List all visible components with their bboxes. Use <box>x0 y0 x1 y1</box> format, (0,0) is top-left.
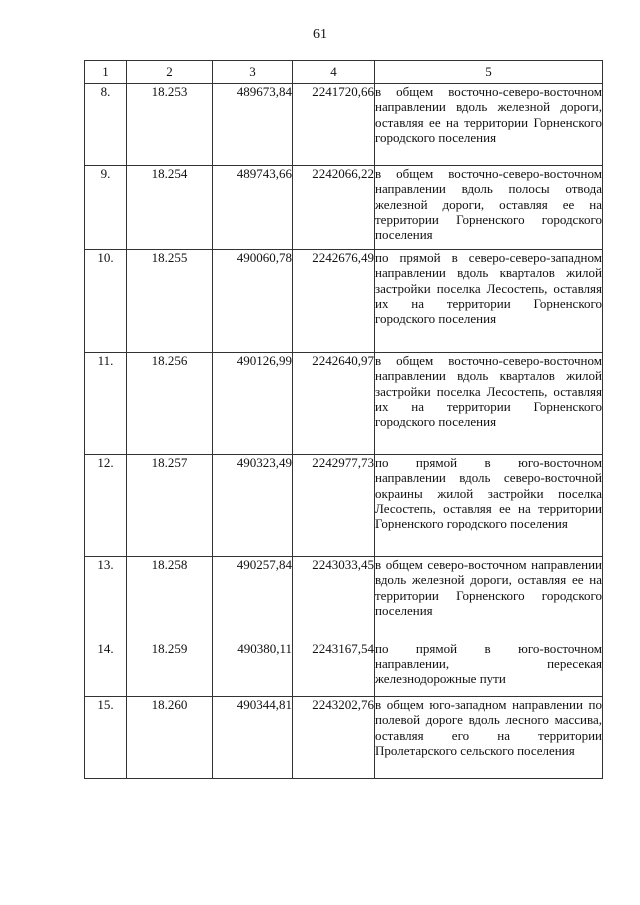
coordinate-y: 2243033,45 <box>293 557 375 641</box>
boundary-description: в общем восточно-северо-восточном направлении вдоль железной дороги, оставляя ее на территории Горненского городского поселения <box>375 84 603 166</box>
boundary-description: в общем восточно-северо-восточном направлении вдоль кварталов жилой застройки поселка Лесостепь, оставляя их на территории Горненского городского поселения <box>375 353 603 455</box>
coordinate-x: 489743,66 <box>213 166 293 250</box>
boundary-description: по прямой в юго-восточном направлении, пересекая железнодорожные пути <box>375 641 603 697</box>
coordinate-x: 490380,11 <box>213 641 293 697</box>
point-code: 18.254 <box>127 166 213 250</box>
boundary-description: в общем юго-западном направлении по полевой дороге вдоль лесного массива, оставляя его на территории Пролетарского сельского поселения <box>375 697 603 779</box>
table-row <box>85 697 603 779</box>
table-row <box>85 455 603 557</box>
row-number: 8. <box>85 84 127 166</box>
header-col-4: 4 <box>293 61 375 84</box>
coordinate-y: 2242640,97 <box>293 353 375 455</box>
boundary-description: в общем северо-восточном направлении вдоль железной дороги, оставляя ее на территории Горненского городского поселения <box>375 557 603 641</box>
table-row <box>85 84 603 166</box>
coordinate-x: 490344,81 <box>213 697 293 779</box>
coordinate-y: 2242977,73 <box>293 455 375 557</box>
row-number: 15. <box>85 697 127 779</box>
row-number: 12. <box>85 455 127 557</box>
coordinate-y: 2242676,49 <box>293 250 375 353</box>
header-col-3: 3 <box>213 61 293 84</box>
point-code: 18.256 <box>127 353 213 455</box>
coordinate-y: 2242066,22 <box>293 166 375 250</box>
coordinate-y: 2243167,54 <box>293 641 375 697</box>
table-row <box>85 353 603 455</box>
table-header-row <box>85 61 603 84</box>
header-col-1: 1 <box>85 61 127 84</box>
point-code: 18.259 <box>127 641 213 697</box>
row-number: 11. <box>85 353 127 455</box>
coordinate-y: 2241720,66 <box>293 84 375 166</box>
table-row <box>85 557 603 641</box>
page-number: 61 <box>313 27 327 42</box>
point-code: 18.260 <box>127 697 213 779</box>
coordinate-x: 490060,78 <box>213 250 293 353</box>
coordinate-x: 490323,49 <box>213 455 293 557</box>
header-col-2: 2 <box>127 61 213 84</box>
table-row <box>85 250 603 353</box>
table-row <box>85 166 603 250</box>
header-col-5: 5 <box>375 61 603 84</box>
row-number: 13. <box>85 557 127 641</box>
table-row <box>85 641 603 697</box>
boundary-description: в общем восточно-северо-восточном направлении вдоль полосы отвода железной дороги, оставляя ее на территории Горненского городского поселения <box>375 166 603 250</box>
coordinate-x: 489673,84 <box>213 84 293 166</box>
coordinate-x: 490126,99 <box>213 353 293 455</box>
row-number: 9. <box>85 166 127 250</box>
row-number: 10. <box>85 250 127 353</box>
point-code: 18.258 <box>127 557 213 641</box>
row-number: 14. <box>85 641 127 697</box>
coordinate-y: 2243202,76 <box>293 697 375 779</box>
point-code: 18.253 <box>127 84 213 166</box>
point-code: 18.255 <box>127 250 213 353</box>
coordinate-x: 490257,84 <box>213 557 293 641</box>
boundary-table <box>84 60 603 779</box>
point-code: 18.257 <box>127 455 213 557</box>
boundary-description: по прямой в юго-восточном направлении вдоль северо-восточной окраины жилой застройки поселка Лесостепь, оставляя ее на территории Горненского городского поселения <box>375 455 603 557</box>
boundary-description: по прямой в северо-северо-западном направлении вдоль кварталов жилой застройки поселка Лесостепь, оставляя их на территории Горненского городского поселения <box>375 250 603 353</box>
